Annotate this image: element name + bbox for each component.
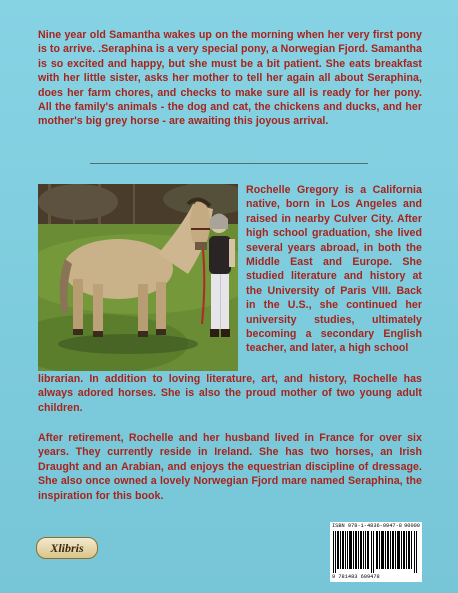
barcode-bars — [333, 531, 419, 573]
author-photo — [38, 184, 238, 371]
divider-line — [90, 163, 368, 164]
author-bio-full: librarian. In addition to loving literature, art, and history, Rochelle has always adored horses. She is also the proud mother of two young adult children. — [38, 373, 422, 414]
isbn-text: ISBN 978-1-4836-0947-8 90000 — [332, 523, 420, 529]
isbn-barcode — [330, 522, 422, 582]
retirement-text: After retirement, Rochelle and her husband lived in France for over six years. They currently reside in Ireland. She has two horses, an Irish Draught and an Arabian, and enjoys the equestrian discipline of dressage. She also once owned a lovely Norwegian Fjord mare named Seraphina, the inspiration for this book. — [38, 432, 422, 502]
synopsis-text: Nine year old Samantha wakes up on the morning when her very first pony is to arrive. .Seraphina is a very special pony, a Norwegian Fjord. Samantha is so excited and happy, but she must be a bit patient. She eats breakfast with her little sister, asks her mother to tell her again all about Seraphina, does her farm chores, and checks to make sure all is ready for her pony. All the family's animals - the dog and cat, the chickens and ducks, and her mother's big grey horse - are awaiting this joyous arrival. — [38, 29, 422, 128]
author-with-horse-image — [38, 184, 238, 371]
publisher-logo: Xlibris — [36, 537, 98, 559]
barcode-digits: 9 781483 609478 — [332, 574, 380, 580]
author-bio-side: Rochelle Gregory is a California native, born in Los Angeles and raised in nearby Culver City. After high school graduation, she lived several years abroad, in both the Middle East and Europe. She studied literature and history at the University of Paris VIII. Back in the U.S., she continued her university studies, ultimately becoming a secondary English teacher, and later, a high school — [246, 184, 422, 355]
